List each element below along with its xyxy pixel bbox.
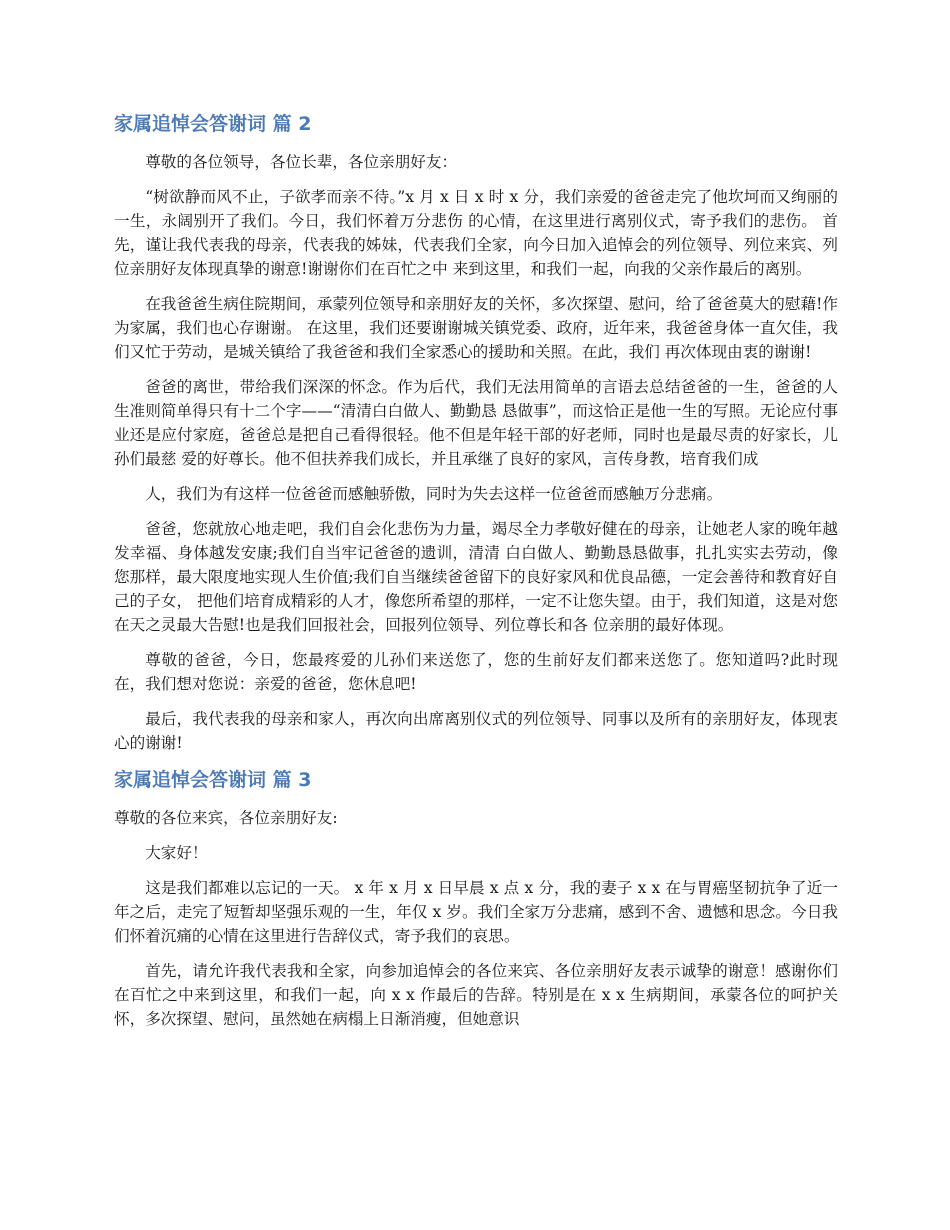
salutation: 尊敬的各位领导，各位长辈，各位亲朋好友： <box>145 153 458 171</box>
paragraph: “树欲静而风不止，子欲孝而亲不待。”x 月 x 日 x 时 x 分，我们亲爱的爸爸走完了他坎坷而又绚丽的一生，永阔别开了我们。今日，我们怀着万分悲伤 的心情，在这里进行离别仪式，寄予我们的悲伤。 首先，谨让我代表我的母亲，代表我的姊妹，代表我们全家，向今日加入追悼会的列位领导、列位来宾、列位亲朋好友体现真挚的谢意!谢谢你们在百忙之中 来到这里，和我们一起，向我的父亲作最后的离别。 <box>114 188 838 278</box>
salutation: 尊敬的各位来宾，各位亲朋好友: <box>114 809 338 827</box>
paragraph: 尊敬的爸爸，今日，您最疼爱的儿孙们来送您了，您的生前好友们都来送您了。您知道吗?此时现在，我们想对您说：亲爱的爸爸，您休息吧! <box>114 651 838 693</box>
paragraph: 在我爸爸生病住院期间，承蒙列位领导和亲朋好友的关怀，多次探望、慰问，给了爸爸莫大的慰藉!作为家属，我们也心存谢谢。 在这里，我们还要谢谢城关镇党委、政府，近年来，我爸爸身体一直欠佳，我们又忙于劳动，是城关镇给了我爸爸和我们全家悉心的援助和关照。在此，我们 再次体现由衷的谢谢! <box>114 295 838 361</box>
paragraph: 爸爸的离世，带给我们深深的怀念。作为后代，我们无法用简单的言语去总结爸爸的一生，爸爸的人生准则简单得只有十二个字——“清清白白做人、勤勤恳 恳做事”，而这恰正是他一生的写照。无论应付事业还是应付家庭，爸爸总是把自己看得很轻。他不但是年轻干部的好老师，同时也是最尽责的好家长，儿孙们最慈 爱的好尊长。他不但扶养我们成长，并且承继了良好的家风，言传身教，培育我们成 <box>114 378 838 468</box>
section-title: 家属追悼会答谢词 篇 3 <box>114 769 312 791</box>
paragraph: 爸爸，您就放心地走吧，我们自会化悲伤为力量，竭尽全力孝敬好健在的母亲，让她老人家的晚年越发幸福、身体越发安康;我们自当牢记爸爸的遗训，清清 白白做人、勤勤恳恳做事，扎扎实实去劳动，像您那样，最大限度地实现人生价值;我们自当继续爸爸留下的良好家风和优良品德，一定会善待和教育好自己的子女， 把他们培育成精彩的人才，像您所希望的那样，一定不让您失望。由于，我们知道，这是对您在天之灵最大告慰!也是我们回报社会，回报列位领导、列位尊长和各 位亲朋的最好体现。 <box>114 520 838 634</box>
paragraph: 最后，我代表我的母亲和家人，再次向出席离别仪式的列位领导、同事以及所有的亲朋好友，体现衷心的谢谢! <box>114 710 838 752</box>
paragraph: 人，我们为有这样一位爸爸而感触骄傲，同时为失去这样一位爸爸而感触万分悲痛。 <box>145 485 723 503</box>
document-page <box>114 110 838 1042</box>
paragraph: 这是我们都难以忘记的一天。 x 年 x 月 x 日早晨 x 点 x 分，我的妻子 x x 在与胃癌坚韧抗争了近一年之后，走完了短暂却坚强乐观的一生，年仅 x 岁。我们全家万分悲痛，感到不舍、遗憾和思念。今日我们怀着沉痛的心情在这里进行告辞仪式，寄予我们的哀思。 <box>114 879 838 945</box>
section-title: 家属追悼会答谢词 篇 2 <box>114 113 312 135</box>
greeting: 大家好！ <box>145 844 208 862</box>
paragraph: 首先，请允许我代表我和全家，向参加追悼会的各位来宾、各位亲朋好友表示诚挚的谢意！感谢你们在百忙之中来到这里，和我们一起，向 x x 作最后的告辞。特别是在 x x 生病期间，承蒙各位的呵护关怀，多次探望、慰问，虽然她在病榻上日渐消瘦，但她意识 <box>114 962 838 1028</box>
